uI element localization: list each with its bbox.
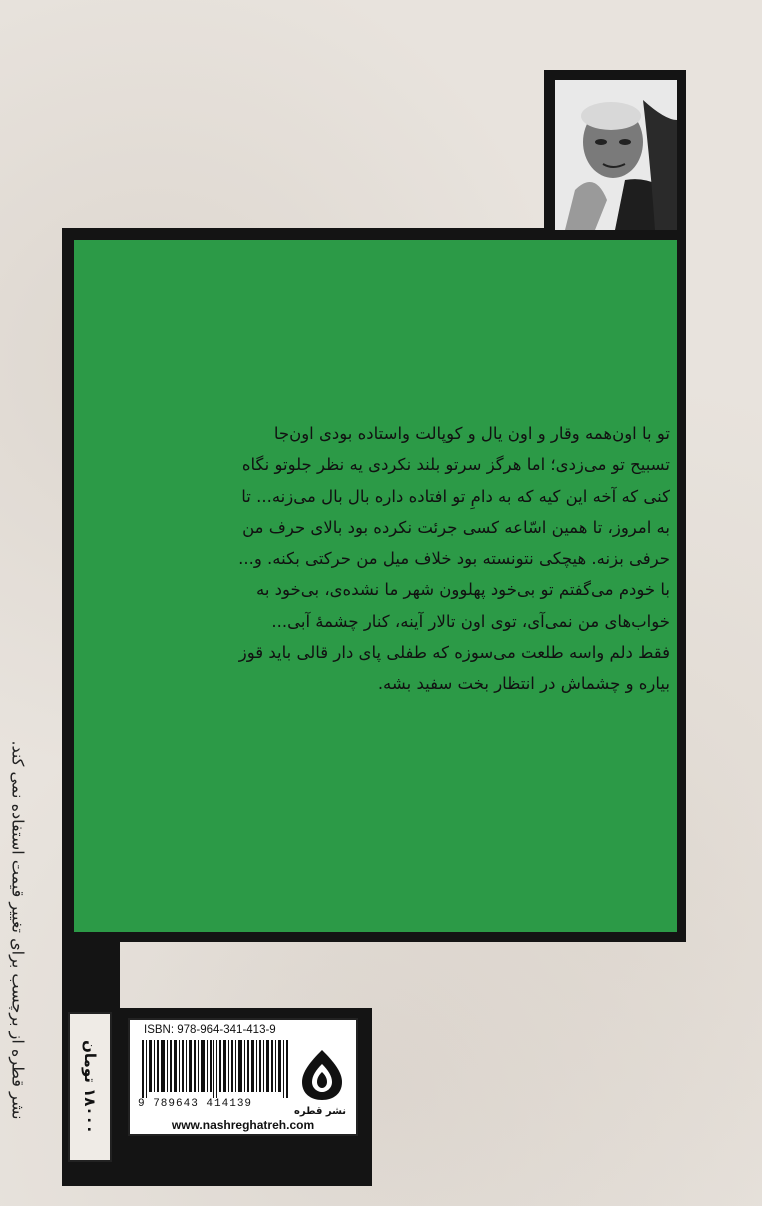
blurb-line: تسبیح تو می‌زدی؛ اما هرگز سرتو بلند نکردی یه نظر جلوتو نگاه xyxy=(241,455,670,475)
author-photo xyxy=(555,80,677,230)
blurb-line: کنی که آخه این کیه که به دامِ تو افتاده داره بال بال می‌زنه... تا xyxy=(241,486,670,506)
blurb-line: تو با اون‌همه وقار و اون یال و کوپالت واستاده بودی اون‌جا xyxy=(273,424,670,443)
publisher-logo-icon xyxy=(300,1048,344,1102)
barcode-image xyxy=(142,1040,288,1098)
price-box xyxy=(68,1012,112,1162)
price-label-note xyxy=(0,680,36,1180)
blurb-line: فقط دلم واسه طلعت می‌سوزه که طفلی پای دار قالی باید قوز xyxy=(238,643,670,663)
blurb-line: بیاره و چشماش در انتظار بخت سفید بشه. xyxy=(377,674,670,694)
blurb-line: به امروز، تا همین اسّاعه کسی جرئت نکرده بود بالای حرف من xyxy=(242,517,670,537)
publisher-name: نشر قطره xyxy=(293,1106,347,1117)
barcode-box xyxy=(128,1018,358,1136)
ean-digits: 9 789643 414139 xyxy=(138,1098,253,1110)
blurb-line: با خودم می‌گفتم تو بی‌خود پهلوون شهر ما نشده‌ی، بی‌خود به xyxy=(255,580,670,600)
back-cover-blurb xyxy=(92,418,670,700)
blurb-line: حرفی بزنه. هیچکی نتونسته بود خلاف میل من حرکتی بکنه. و... xyxy=(238,549,670,569)
website-url: www.nashreghatreh.com xyxy=(171,1118,315,1132)
isbn-text: ISBN: 978-964-341-413-9 xyxy=(144,1024,276,1036)
price-text: ۱۸۰۰۰ تومان xyxy=(81,1040,99,1134)
price-label-note-text: نشر قطره از برچسب برای تغییر قیمت استفاده نمی کند. xyxy=(8,740,28,1120)
blurb-line: خواب‌های من نمی‌آی، توی اون تالار آینه، کنار چشمهٔ آبی... xyxy=(271,611,670,631)
